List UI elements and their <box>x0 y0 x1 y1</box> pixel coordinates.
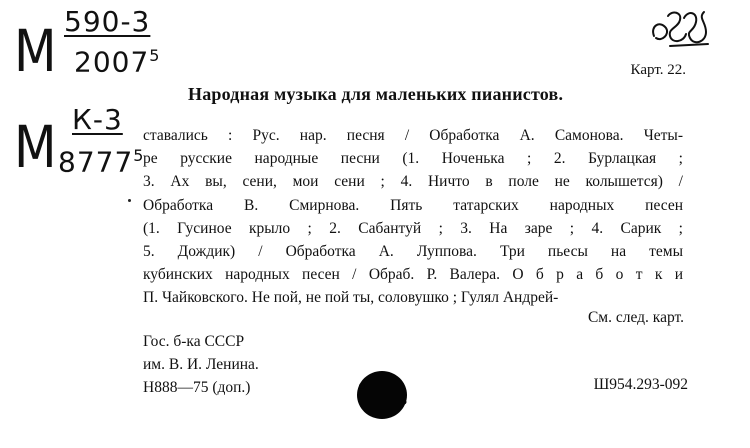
card-body <box>143 124 683 310</box>
imprint-line: им. В. И. Ленина. <box>143 356 259 373</box>
shelf-code-bottom-2-number: 8777 <box>58 145 134 179</box>
body-line: Обработка В. Смирнова. Пять татарских народных песен <box>143 196 683 214</box>
imprint-line: Н888—75 (доп.) <box>143 379 251 396</box>
body-line: ставались : Рус. нар. песня / Обработка А. Самонова. Четы- <box>143 127 683 144</box>
shelf-code-bottom-2 <box>58 145 145 179</box>
shelf-code-top-2: К-3 <box>72 103 123 136</box>
body-line: П. Чайковского. Не пой, не пой ты, соловушко ; Гулял Андрей- <box>143 289 559 307</box>
shelf-code-bottom-1 <box>74 45 161 79</box>
body-line: ре русские народные песни (1. Ноченька ; 2. Бурлацкая ; <box>143 150 683 168</box>
body-line: кубинских народных песен / Обраб. Р. Валера. О б р а б о т к и <box>143 266 683 284</box>
shelf-code-bottom-1-number: 2007 <box>74 45 150 79</box>
shelf-letter-2: М <box>14 113 57 181</box>
body-line: 5. Дождик) / Обработка А. Луппова. Три пьесы на темы <box>143 243 683 261</box>
card-number: Карт. 22. <box>630 62 686 78</box>
imprint-line: Гос. б-ка СССР <box>143 333 245 350</box>
margin-dot <box>128 199 131 202</box>
body-line: 3. Ах вы, сени, мои сени ; 4. Ничто в поле не колышется) / <box>143 173 683 191</box>
shelf-code-sup-2: 5 <box>133 146 145 165</box>
see-next-card: См. след. карт. <box>587 309 684 326</box>
shelf-letter-1: М <box>14 17 57 85</box>
card-title: Народная музыка для маленьких пианистов. <box>188 84 564 104</box>
handwritten-scribble-icon <box>648 6 714 50</box>
classification-code: Ш954.293-092 <box>593 376 688 393</box>
shelf-code-sup-1: 5 <box>149 46 161 65</box>
body-line: (1. Гусиное крыло ; 2. Сабантуй ; 3. На заре ; 4. Сарик ; <box>143 219 683 237</box>
library-imprint <box>143 330 259 399</box>
shelf-code-top-1: 590-3 <box>64 5 151 38</box>
ink-blot-stamp <box>352 366 412 422</box>
